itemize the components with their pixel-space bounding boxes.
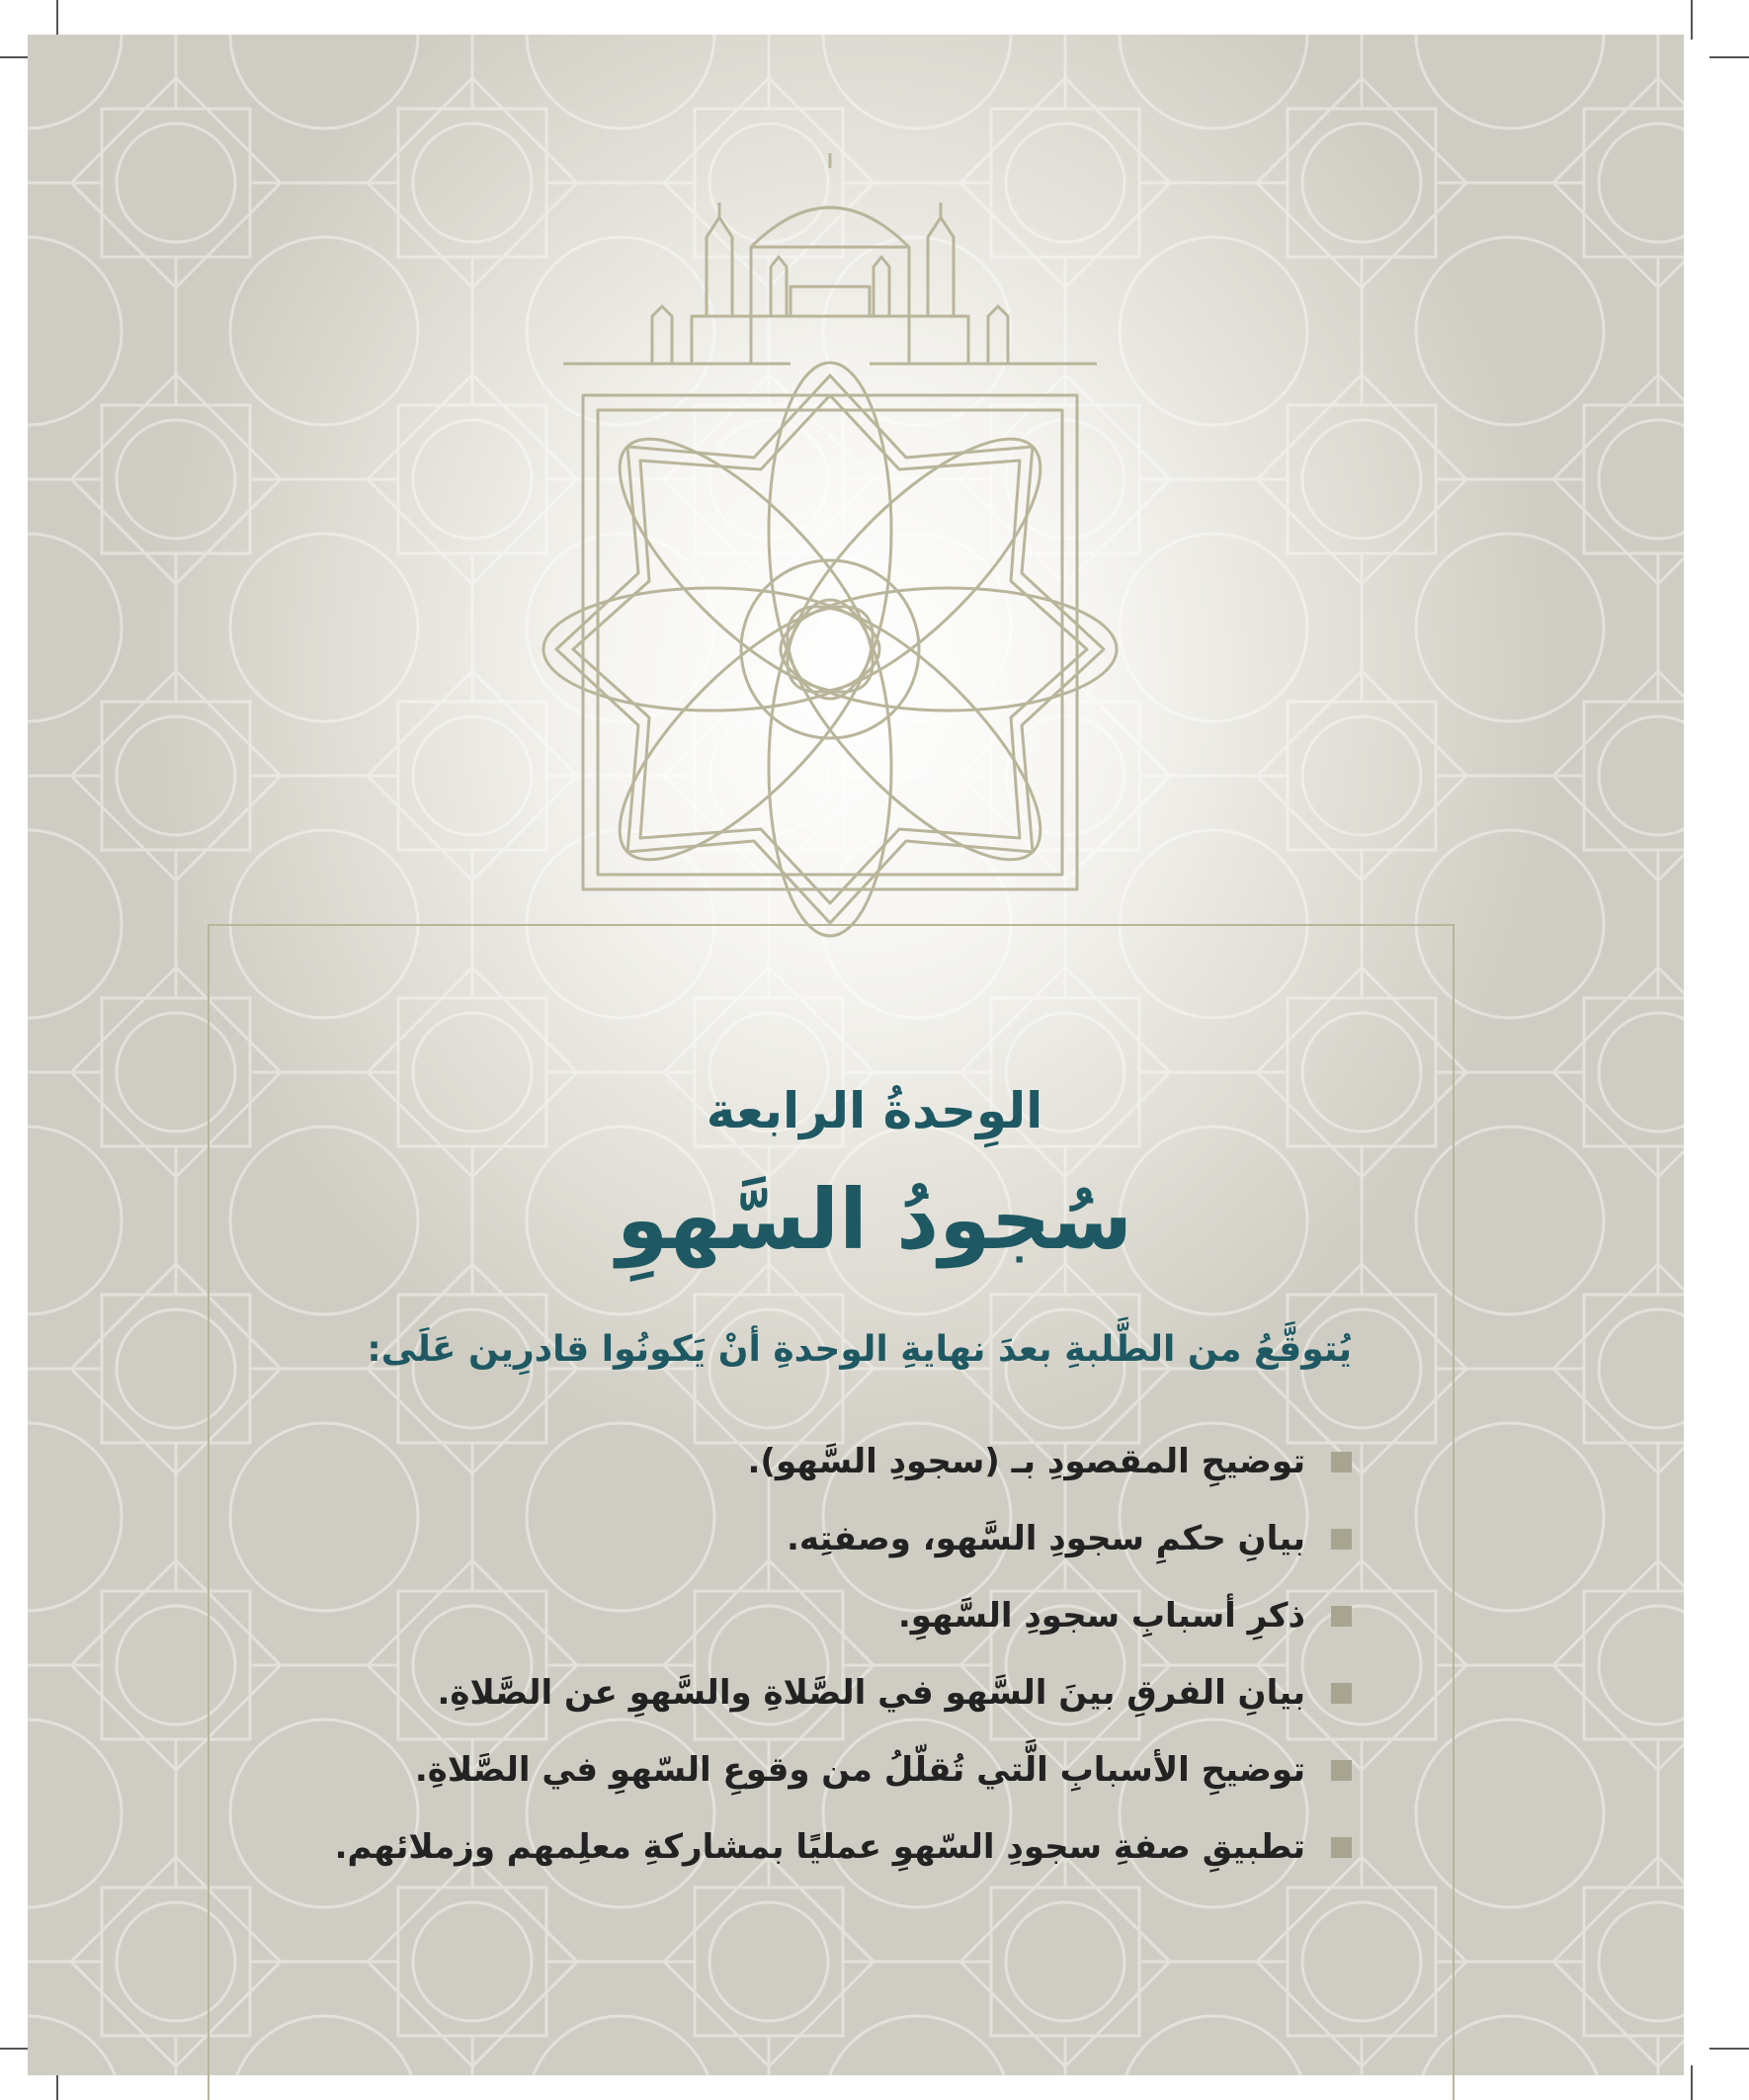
objectives-intro: يُتوقَّعُ من الطَّلبةِ بعدَ نهايةِ الوحدةِ أنْ يَكونُوا قادرِين عَلَى: <box>367 1329 1352 1370</box>
objectives-list <box>265 1423 1352 1886</box>
objective-text: ذكرِ أسبابِ سجودِ السَّهوِ. <box>897 1596 1305 1636</box>
objective-text: تطبيقِ صفةِ سجودِ السّهوِ عمليًا بمشاركةِ معلِمهم وزملائهم. <box>334 1827 1305 1867</box>
square-bullet-icon <box>1331 1760 1352 1781</box>
objective-text: توضيحِ الأسبابِ الَّتي تُقلّلُ من وقوعِ السّهوِ في الصَّلاةِ. <box>414 1750 1305 1790</box>
square-bullet-icon <box>1331 1837 1352 1858</box>
mosque-rosette-emblem <box>455 148 1206 1038</box>
mosque-icon <box>563 153 1097 364</box>
square-bullet-icon <box>1331 1452 1352 1472</box>
square-bullet-icon <box>1331 1529 1352 1550</box>
square-bullet-icon <box>1331 1606 1352 1627</box>
crop-mark <box>1709 56 1749 58</box>
objective-item <box>265 1577 1352 1654</box>
crop-mark <box>1691 2065 1693 2100</box>
objective-item <box>265 1654 1352 1731</box>
objective-text: بيانِ الفرقِ بينَ السَّهو في الصَّلاةِ والسَّهوِ عن الصَّلاةِ. <box>437 1673 1305 1713</box>
crop-mark <box>56 0 58 40</box>
square-bullet-icon <box>1331 1683 1352 1704</box>
objective-item <box>265 1808 1352 1886</box>
objective-text: توضيحِ المقصودِ بـ (سجودِ السَّهو). <box>747 1442 1305 1481</box>
objective-item <box>265 1731 1352 1808</box>
unit-title: سُجودُ السَّهوِ <box>616 1171 1133 1268</box>
objective-item <box>265 1423 1352 1500</box>
unit-label: الوِحدةُ الرابعة <box>706 1082 1043 1139</box>
crop-mark <box>1709 2048 1749 2050</box>
crop-mark <box>1691 0 1693 40</box>
objective-text: بيانِ حكمِ سجودِ السَّهو، وصفتِه. <box>787 1519 1305 1558</box>
objective-item <box>265 1500 1352 1577</box>
